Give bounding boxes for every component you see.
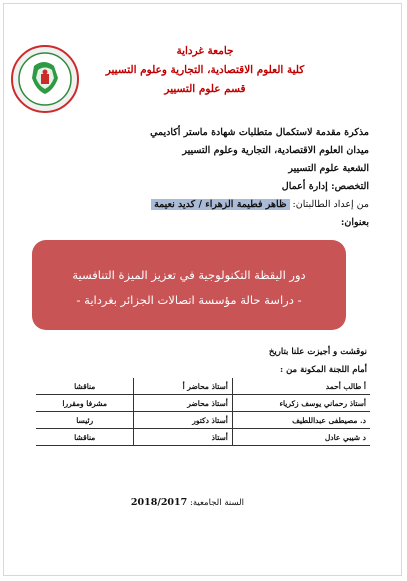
defense-line: نوقشت و أجيزت علنا بتاريخ — [268, 347, 367, 357]
memo-prepared-by — [39, 196, 369, 214]
thesis-title-box — [32, 240, 346, 330]
prepared-label: من إعداد الطالبتان: — [292, 199, 369, 210]
member-role: رئيسا — [36, 412, 134, 429]
table-row — [36, 378, 370, 395]
member-grade: أستاذ دكتور — [134, 412, 232, 429]
memo-specialty: التخصص: إدارة أعمال — [281, 181, 369, 192]
thesis-subtitle: - دراسة حالة مؤسسة اتصالات الجزائر بغرداية - — [76, 293, 302, 307]
university-logo — [10, 44, 80, 114]
faculty-name: كلية العلوم الاقتصادية، التجارية وعلوم التسيير — [105, 64, 305, 76]
committee-line: أمام اللجنة المكونة من : — [279, 365, 367, 375]
institution-header — [95, 42, 315, 99]
title-label: بعنوان: — [340, 217, 369, 228]
year-label: السنة الجامعية: — [189, 498, 244, 508]
year-value: 2018/2017 — [130, 497, 188, 508]
table-row — [36, 395, 370, 412]
member-name: أ طالب أحمد — [232, 378, 370, 395]
member-grade: أستاذ — [134, 429, 232, 446]
student-names: ظاهر فطيمة الزهراء / كديد نعيمة — [151, 199, 289, 210]
member-name: أستاذ رحماني يوسف زكرياء — [232, 395, 370, 412]
thesis-title: دور اليقظة التكنولوجية في تعزيز الميزة التنافسية — [72, 268, 306, 282]
member-grade: أستاذ محاضر — [134, 395, 232, 412]
memo-field: ميدان العلوم الاقتصادية، التجارية وعلوم التسيير — [182, 145, 369, 156]
committee-table — [36, 378, 370, 446]
memo-purpose: مذكرة مقدمة لاستكمال متطلبات شهادة ماستر أكاديمي — [150, 127, 369, 138]
member-role: مناقشا — [36, 378, 134, 395]
table-row — [36, 429, 370, 446]
member-role: مناقشا — [36, 429, 134, 446]
memo-branch: الشعبة علوم التسيير — [288, 163, 369, 174]
member-role: مشرفا ومقررا — [36, 395, 134, 412]
member-name: د. مصيطفى عبداللطيف — [232, 412, 370, 429]
member-name: د شيبي عادل — [232, 429, 370, 446]
memo-info — [39, 124, 369, 232]
committee-intro — [269, 343, 367, 379]
member-grade: أستاذ محاضر أ — [134, 378, 232, 395]
department-name: قسم علوم التسيير — [164, 83, 246, 95]
university-name: جامعة غرداية — [176, 45, 234, 57]
table-row — [36, 412, 370, 429]
academic-year — [131, 497, 244, 508]
